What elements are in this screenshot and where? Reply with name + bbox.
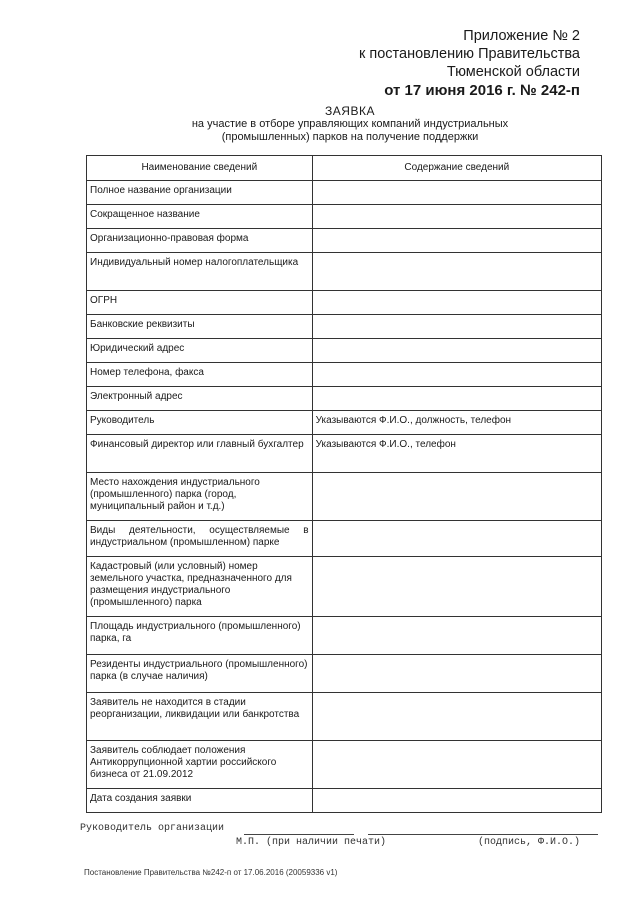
field-value[interactable] (312, 617, 601, 655)
header-date-number: от 17 июня 2016 г. № 242-п (384, 82, 580, 99)
field-value[interactable] (312, 229, 601, 253)
table-row (87, 435, 602, 473)
field-name: Электронный адрес (87, 387, 313, 411)
page-footer: Постановление Правительства №242-п от 17.06.2016 (20059336 v1) (84, 868, 338, 877)
header-resolution: к постановлению Правительства (359, 46, 580, 62)
field-name: Заявитель соблюдает положения Антикоррупционной хартии российского бизнеса от 21.09.2012 (87, 741, 313, 789)
signature-label: Руководитель организации (80, 823, 225, 834)
field-name: Кадастровый (или условный) номер земельного участка, предназначенного для размещения индустриального (промышленного) парка (87, 557, 313, 617)
table-row (87, 557, 602, 617)
field-name: Организационно-правовая форма (87, 229, 313, 253)
column-header-content: Содержание сведений (312, 156, 601, 181)
field-name: Номер телефона, факса (87, 363, 313, 387)
application-table (86, 155, 602, 813)
table-row (87, 253, 602, 291)
table-row (87, 617, 602, 655)
table-row (87, 411, 602, 435)
field-value[interactable] (312, 291, 601, 315)
field-value[interactable]: Указываются Ф.И.О., должность, телефон (312, 411, 601, 435)
table-row (87, 655, 602, 693)
field-value[interactable] (312, 339, 601, 363)
stamp-underline[interactable] (244, 834, 354, 835)
table-row (87, 741, 602, 789)
table-row (87, 693, 602, 741)
header-region: Тюменской области (446, 64, 580, 80)
field-name: Руководитель (87, 411, 313, 435)
field-name: Площадь индустриального (промышленного) парка, га (87, 617, 313, 655)
table-header-row (87, 156, 602, 181)
field-name: Заявитель не находится в стадии реорганизации, ликвидации или банкротства (87, 693, 313, 741)
document-title (150, 105, 550, 144)
field-value[interactable] (312, 205, 601, 229)
table-row (87, 181, 602, 205)
table-row (87, 387, 602, 411)
field-value[interactable] (312, 473, 601, 521)
table-row (87, 789, 602, 813)
field-name: Дата создания заявки (87, 789, 313, 813)
field-value[interactable] (312, 557, 601, 617)
field-value[interactable] (312, 253, 601, 291)
field-value[interactable] (312, 655, 601, 693)
field-value[interactable] (312, 363, 601, 387)
field-value[interactable] (312, 789, 601, 813)
signature-caption: (подпись, Ф.И.О.) (478, 837, 581, 848)
field-name: Юридический адрес (87, 339, 313, 363)
field-value[interactable] (312, 387, 601, 411)
title-line-2: (промышленных) парков на получение поддержки (221, 131, 479, 143)
table-row (87, 291, 602, 315)
field-value[interactable] (312, 521, 601, 557)
field-value[interactable] (312, 693, 601, 741)
field-name: Сокращенное название (87, 205, 313, 229)
field-value[interactable] (312, 741, 601, 789)
field-name: Индивидуальный номер налогоплательщика (87, 253, 313, 291)
header-appendix: Приложение № 2 (463, 28, 580, 44)
field-name: ОГРН (87, 291, 313, 315)
field-value[interactable]: Указываются Ф.И.О., телефон (312, 435, 601, 473)
field-name: Полное название организации (87, 181, 313, 205)
table-row (87, 315, 602, 339)
table-row (87, 205, 602, 229)
field-name: Место нахождения индустриального (промышленного) парка (город, муниципальный район и т.д.) (87, 473, 313, 521)
column-header-name: Наименование сведений (87, 156, 313, 181)
table-row (87, 339, 602, 363)
table-row (87, 363, 602, 387)
table-row (87, 473, 602, 521)
table-row (87, 229, 602, 253)
title-line-1: на участие в отборе управляющих компаний индустриальных (191, 118, 509, 130)
field-name: Банковские реквизиты (87, 315, 313, 339)
field-name: Финансовый директор или главный бухгалтер (87, 435, 313, 473)
table-row (87, 521, 602, 557)
field-value[interactable] (312, 181, 601, 205)
stamp-caption: М.П. (при наличии печати) (236, 837, 387, 848)
field-name: Резиденты индустриального (промышленного) парка (в случае наличия) (87, 655, 313, 693)
title-heading: ЗАЯВКА (325, 104, 375, 118)
field-value[interactable] (312, 315, 601, 339)
signature-underline[interactable] (368, 834, 598, 835)
field-name: Виды деятельности, осуществляемые в индустриальном (промышленном) парке (87, 521, 313, 557)
